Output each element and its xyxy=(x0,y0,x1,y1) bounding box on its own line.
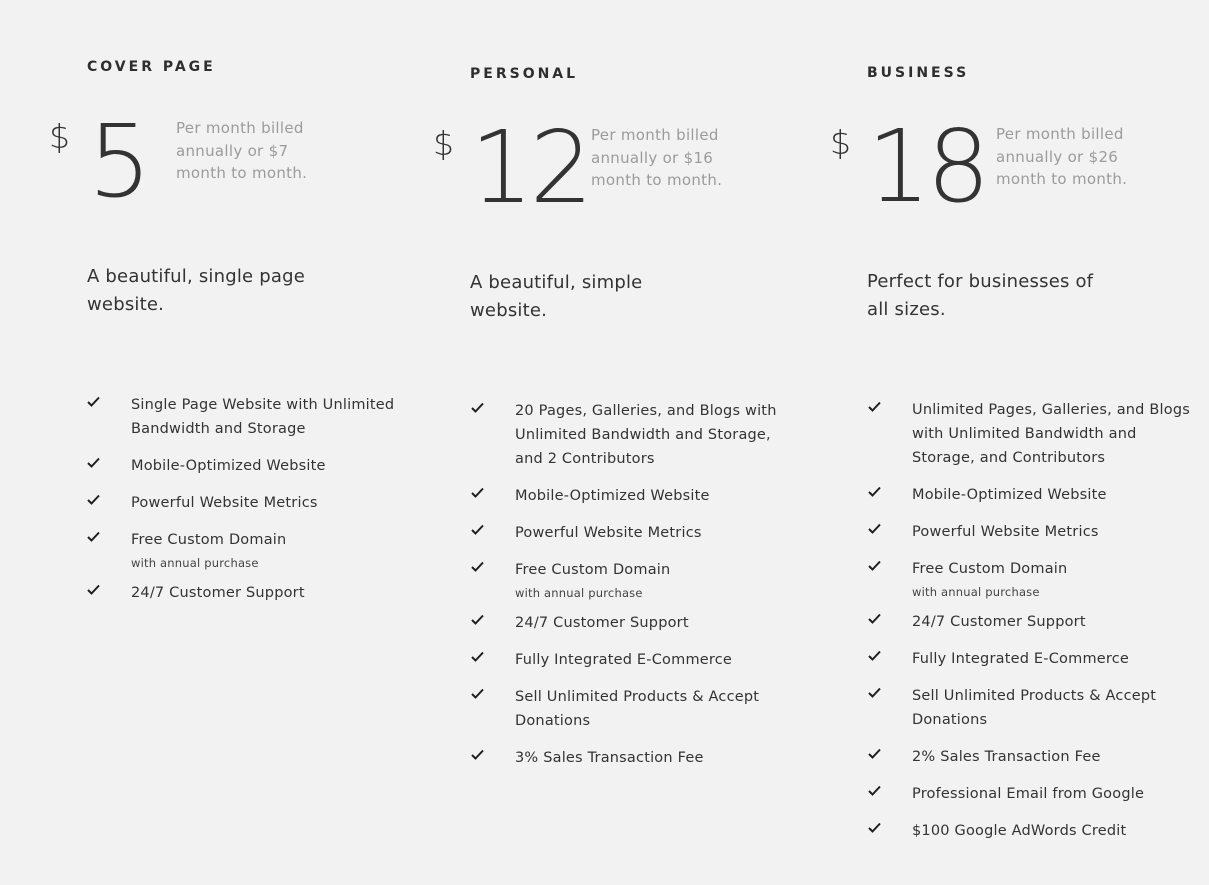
currency-symbol: $ xyxy=(433,124,454,163)
feature-text: 24/7 Customer Support xyxy=(515,615,689,631)
checkmark-icon xyxy=(868,650,882,664)
feature-text: Single Page Website with Unlimited Bandwidth and Storage xyxy=(131,397,395,437)
checkmark-icon xyxy=(868,785,882,799)
feature-text: 2% Sales Transaction Fee xyxy=(912,749,1101,765)
feature-item xyxy=(868,647,1198,671)
checkmark-icon xyxy=(868,748,882,762)
feature-item xyxy=(868,557,1198,601)
feature-note: with annual purchase xyxy=(912,585,1040,599)
billing-note: Per month billed annually or $7 month to month. xyxy=(176,119,308,182)
feature-text: 3% Sales Transaction Fee xyxy=(515,750,704,766)
feature-text: Mobile-Optimized Website xyxy=(515,488,710,504)
currency-symbol: $ xyxy=(49,117,70,156)
feature-text: 24/7 Customer Support xyxy=(131,585,305,601)
feature-text: Unlimited Pages, Galleries, and Blogs with Unlimited Bandwidth and Storage, and Contributors xyxy=(912,402,1190,466)
billing-note: Per month billed annually or $26 month to month. xyxy=(996,125,1128,188)
plan-tagline: A beautiful, simple website. xyxy=(470,272,643,321)
feature-item xyxy=(868,398,1198,470)
feature-text: Mobile-Optimized Website xyxy=(912,487,1107,503)
currency-symbol: $ xyxy=(830,123,851,162)
feature-text: Professional Email from Google xyxy=(912,786,1145,802)
feature-item xyxy=(868,819,1198,843)
plan-title: COVER PAGE xyxy=(87,59,216,75)
feature-item xyxy=(868,520,1198,544)
billing-note: Per month billed annually or $16 month to month. xyxy=(591,126,723,189)
feature-text: Free Custom Domain xyxy=(912,561,1068,577)
plan-price: 5 xyxy=(88,103,148,220)
plan-tagline: A beautiful, single page website. xyxy=(87,266,305,315)
plan-price: 18 xyxy=(867,108,987,225)
checkmark-icon xyxy=(868,822,882,836)
checkmark-icon xyxy=(868,613,882,627)
feature-note: with annual purchase xyxy=(515,586,643,600)
checkmark-icon xyxy=(868,401,882,415)
feature-text: Free Custom Domain xyxy=(515,562,671,578)
feature-text: $100 Google AdWords Credit xyxy=(912,823,1127,839)
feature-item xyxy=(868,745,1198,769)
feature-item xyxy=(868,610,1198,634)
feature-text: Fully Integrated E-Commerce xyxy=(912,651,1130,667)
feature-text: Powerful Website Metrics xyxy=(912,524,1099,540)
feature-item xyxy=(868,782,1198,806)
plan-title: BUSINESS xyxy=(867,65,970,81)
checkmark-icon xyxy=(868,687,882,701)
plan-tagline: Perfect for businesses of all sizes. xyxy=(867,271,1094,320)
plan-price: 12 xyxy=(470,109,590,226)
feature-text: Powerful Website Metrics xyxy=(515,525,702,541)
feature-text: Free Custom Domain xyxy=(131,532,287,548)
feature-text: 20 Pages, Galleries, and Blogs with Unlimited Bandwidth and Storage, and 2 Contributors xyxy=(515,403,777,467)
feature-item xyxy=(868,483,1198,507)
feature-list xyxy=(868,398,1198,856)
plan-title: PERSONAL xyxy=(470,66,579,82)
feature-item xyxy=(868,684,1198,732)
feature-text: Mobile-Optimized Website xyxy=(131,458,326,474)
feature-note: with annual purchase xyxy=(131,556,259,570)
checkmark-icon xyxy=(868,486,882,500)
feature-text: 24/7 Customer Support xyxy=(912,614,1086,630)
feature-text: Sell Unlimited Products & Accept Donations xyxy=(515,689,760,729)
feature-text: Powerful Website Metrics xyxy=(131,495,318,511)
checkmark-icon xyxy=(868,523,882,537)
feature-text: Fully Integrated E-Commerce xyxy=(515,652,733,668)
checkmark-icon xyxy=(868,560,882,574)
feature-text: Sell Unlimited Products & Accept Donations xyxy=(912,688,1157,728)
